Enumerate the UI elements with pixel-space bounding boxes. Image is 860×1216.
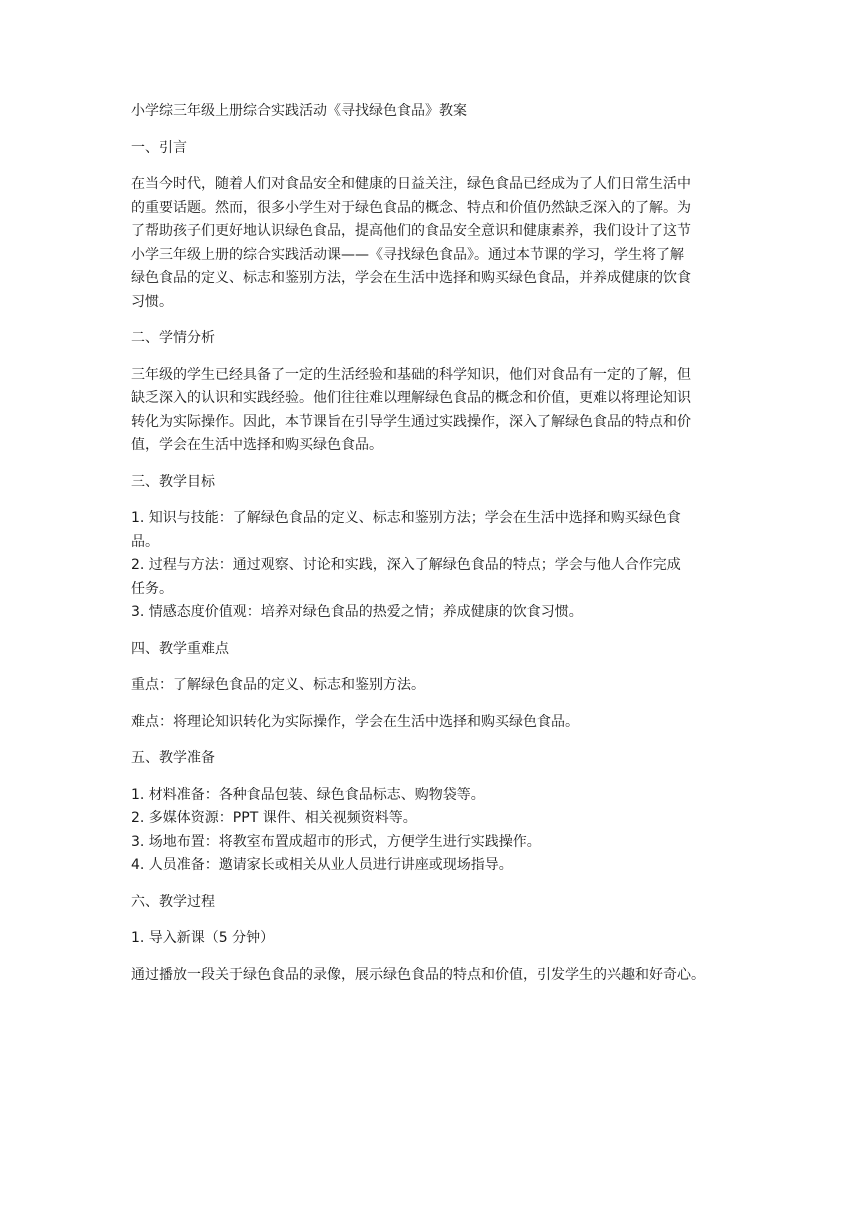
process-step-title: 1. 导入新课（5 分钟） — [131, 930, 275, 946]
focus-text: 重点：了解绿色食品的定义、标志和鉴别方法。 — [131, 677, 425, 693]
text-line: 转化为实际操作。因此，本节课旨在引导学生通过实践操作，深入了解绿色食品的特点和价 — [131, 413, 691, 430]
text-line: 的重要话题。然而，很多小学生对于绿色食品的概念、特点和价值仍然缺乏深入的了解。为 — [131, 199, 691, 216]
text-line: 在当今时代，随着人们对食品安全和健康的日益关注，绿色食品已经成为了人们日常生活中 — [131, 176, 691, 192]
list-item: 4. 人员准备：邀请家长或相关从业人员进行讲座或现场指导。 — [131, 857, 513, 873]
section-heading-process: 六、教学过程 — [131, 893, 215, 910]
list-item: 任务。 — [131, 580, 173, 597]
list-item: 3. 场地布置：将教室布置成超市的形式，方便学生进行实践操作。 — [131, 833, 541, 850]
section-heading-preparation: 五、教学准备 — [131, 750, 215, 766]
list-item: 3. 情感态度价值观：培养对绿色食品的热爱之情；养成健康的饮食习惯。 — [131, 604, 583, 620]
list-item: 1. 知识与技能：了解绿色食品的定义、标志和鉴别方法；学会在生活中选择和购买绿色食 — [131, 510, 681, 526]
text-line: 三年级的学生已经具备了一定的生活经验和基础的科学知识，他们对食品有一定的了解，但 — [131, 366, 691, 383]
difficulty-text: 难点：将理论知识转化为实际操作，学会在生活中选择和购买绿色食品。 — [131, 713, 579, 730]
list-item: 品。 — [131, 533, 159, 550]
text-line: 缺乏深入的认识和实践经验。他们往往难以理解绿色食品的概念和价值，更难以将理论知识 — [131, 390, 691, 406]
process-step-text: 通过播放一段关于绿色食品的录像，展示绿色食品的特点和价值，引发学生的兴趣和好奇心。 — [131, 966, 705, 983]
section-heading-intro: 一、引言 — [131, 139, 187, 156]
intro-paragraph — [131, 173, 738, 314]
text-line: 小学三年级上册的综合实践活动课——《寻找绿色食品》。通过本节课的学习，学生将了解 — [131, 246, 684, 263]
text-line: 习惯。 — [131, 293, 173, 310]
text-line: 了帮助孩子们更好地认识绿色食品，提高他们的食品安全意识和健康素养，我们设计了这节 — [131, 223, 691, 239]
preparation-list — [131, 784, 738, 878]
list-item: 2. 多媒体资源：PPT 课件、相关视频资料等。 — [131, 810, 417, 826]
document-page — [131, 100, 738, 987]
section-heading-analysis: 二、学情分析 — [131, 330, 215, 346]
list-item: 2. 过程与方法：通过观察、讨论和实践，深入了解绿色食品的特点；学会与他人合作完成 — [131, 557, 681, 573]
document-title: 小学综三年级上册综合实践活动《寻找绿色食品》教案 — [131, 103, 467, 119]
text-line: 绿色食品的定义、标志和鉴别方法，学会在生活中选择和购买绿色食品，并养成健康的饮食 — [131, 270, 691, 286]
section-heading-keypoints: 四、教学重难点 — [131, 640, 229, 657]
analysis-paragraph — [131, 364, 738, 458]
list-item: 1. 材料准备：各种食品包装、绿色食品标志、购物袋等。 — [131, 786, 485, 803]
text-line: 值，学会在生活中选择和购买绿色食品。 — [131, 437, 383, 453]
section-heading-goals: 三、教学目标 — [131, 473, 215, 490]
goals-list — [131, 507, 738, 625]
